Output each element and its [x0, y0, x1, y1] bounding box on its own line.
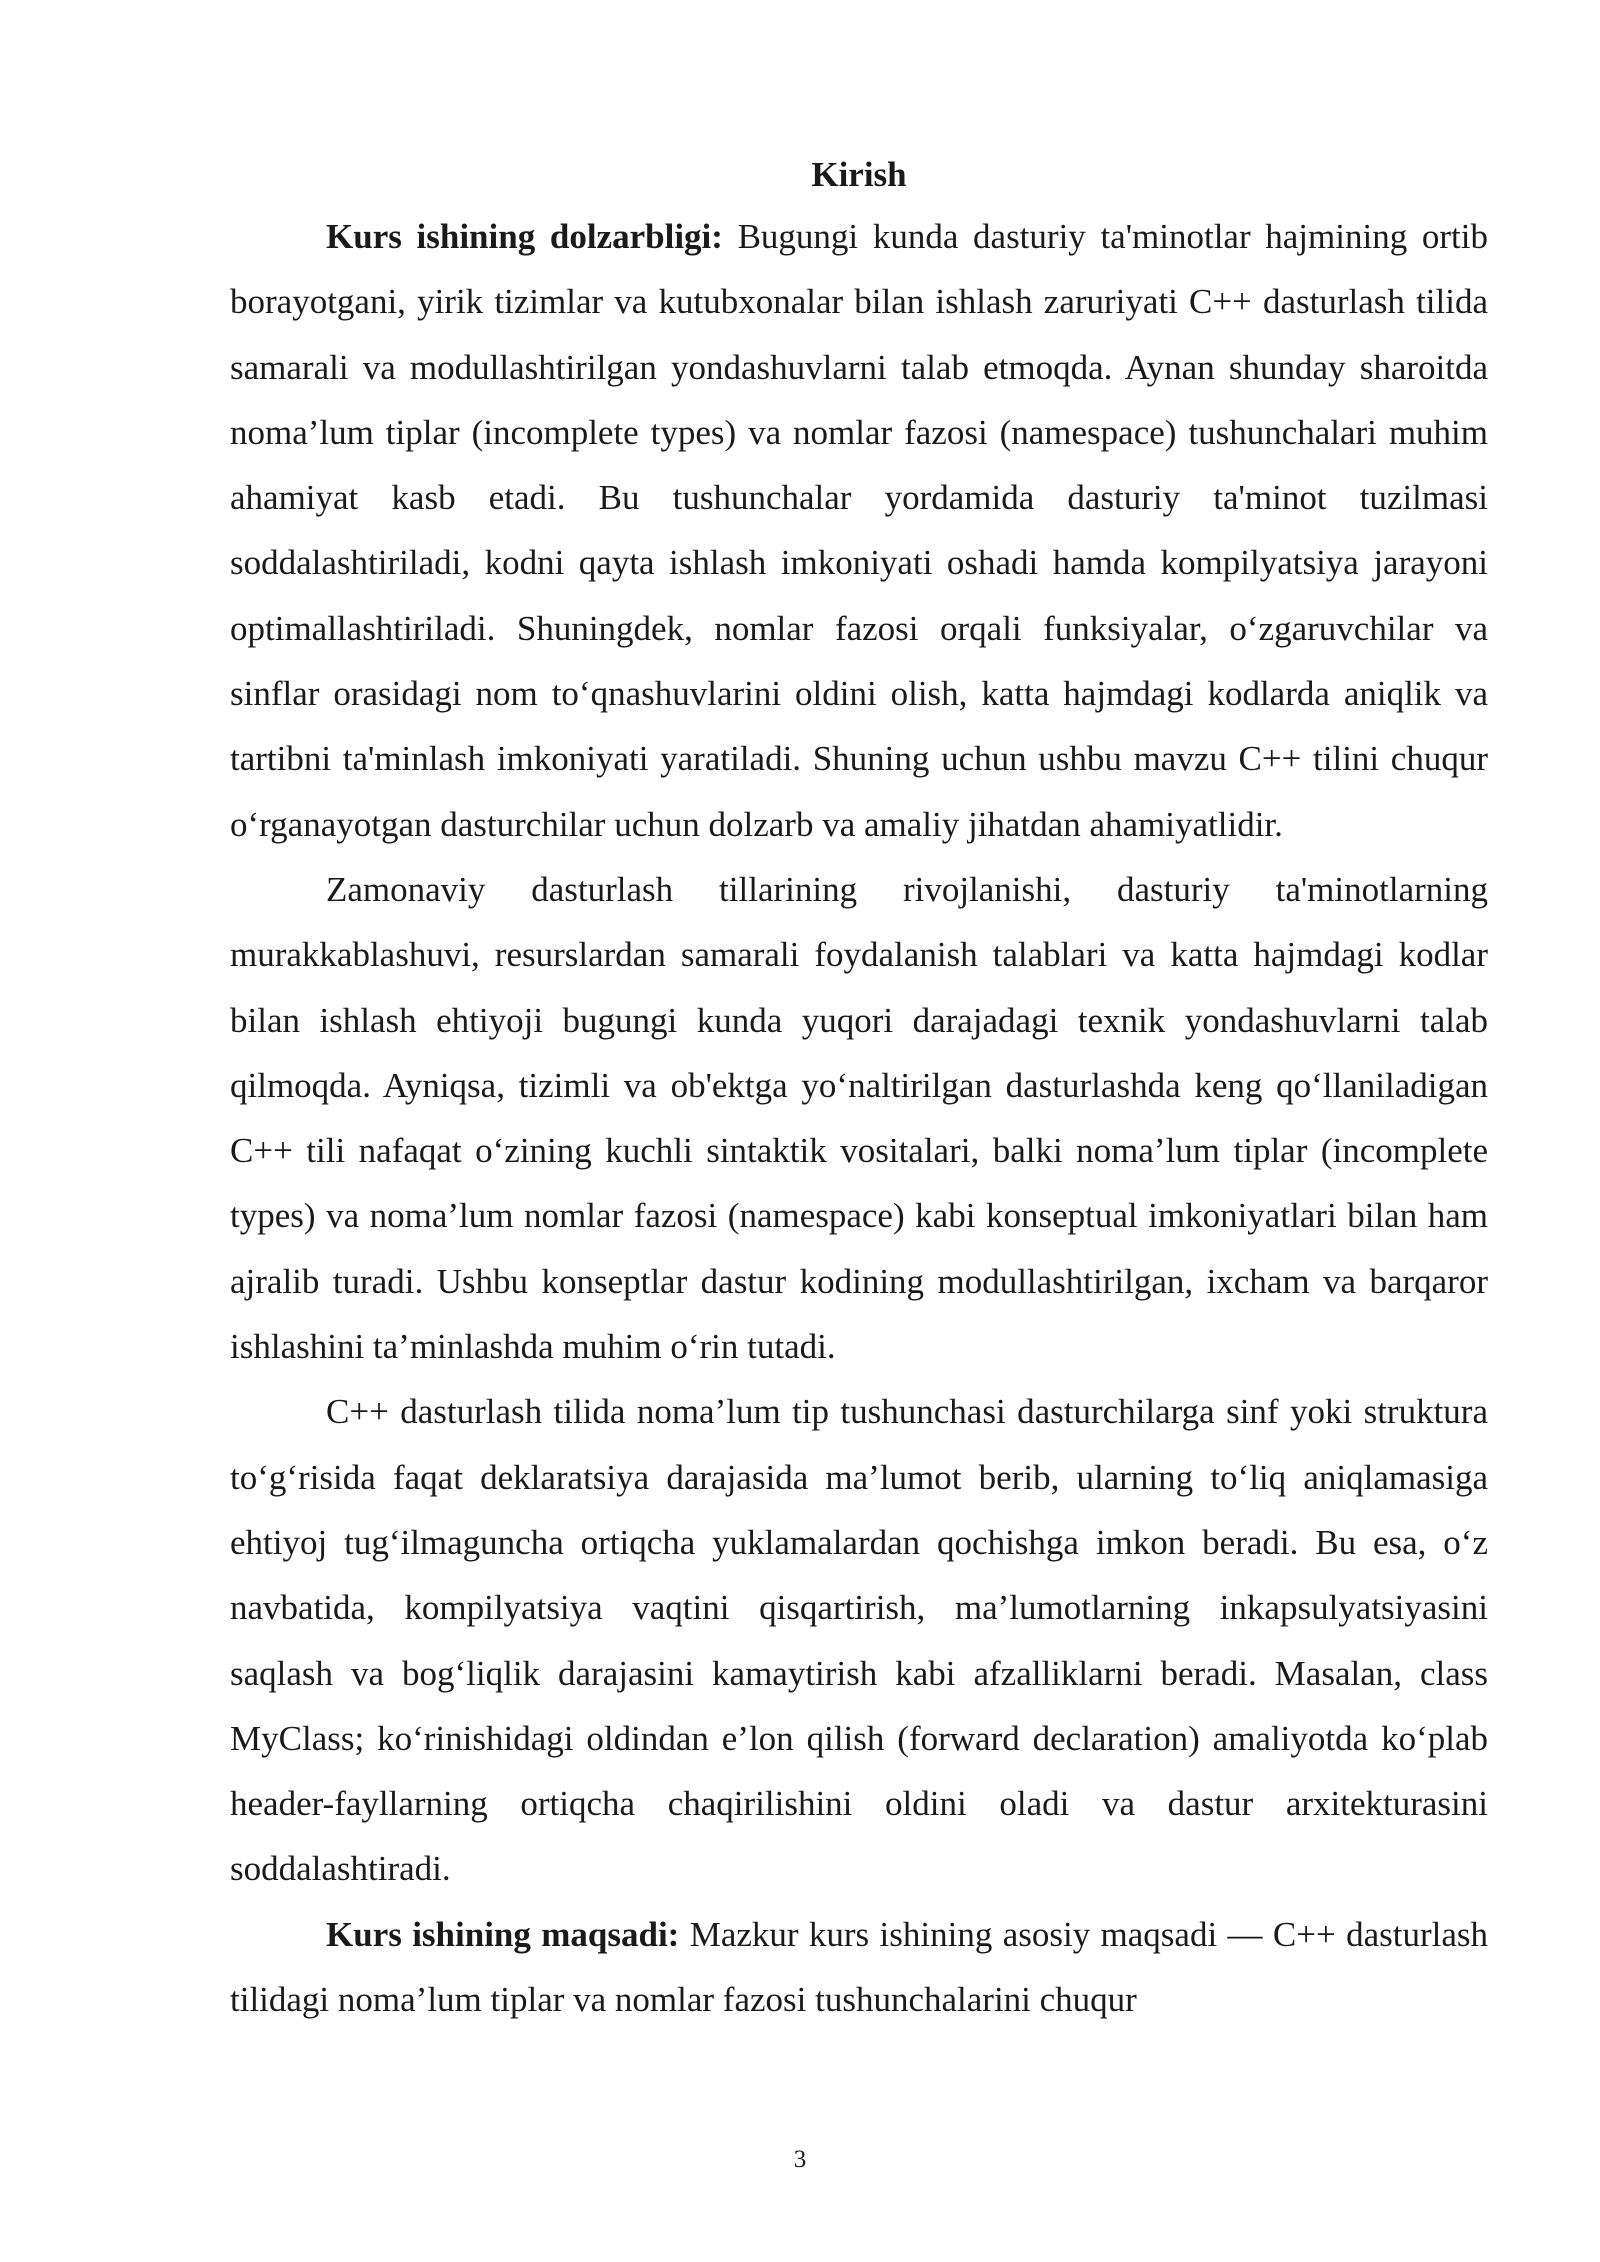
- paragraph-text-modern-languages: Zamonaviy dasturlash tillarining rivojlanishi, dasturiy ta'minotlarning murakkablashuvi, resurslardan samarali foydalanish talablari va katta hajmdagi kodlar bilan ishlash ehtiyoji bugungi kunda yuqori darajadagi texnik yondashuvlarni talab qilmoqda. Ayniqsa, tizimli va ob'ektga yo‘naltirilgan dasturlashda keng qo‘llaniladigan C++ tili nafaqat o‘zining kuchli sintaktik vositalari, balki noma’lum tiplar (incomplete types) va noma’lum nomlar fazosi (namespace) kabi konseptual imkoniyatlari bilan ham ajralib turadi. Ushbu konseptlar dastur kodining modullashtirilgan, ixcham va barqaror ishlashini ta’minlashda muhim o‘rin tutadi.: [230, 869, 1488, 1367]
- paragraph-lead-relevance: Kurs ishining dolzarbligi:: [326, 217, 723, 256]
- paragraph-lead-goal: Kurs ishining maqsadi:: [326, 1914, 680, 1954]
- paragraph-goal: [230, 1902, 1488, 2033]
- section-title: Kirish: [811, 155, 907, 194]
- paragraph-modern-languages: [230, 857, 1488, 1379]
- paragraph-text-relevance: Bugungi kunda dasturiy ta'minotlar hajmining ortib borayotgani, yirik tizimlar va kutubxonalar bilan ishlash zaruriyati C++ dasturlash tilida samarali va modullashtirilgan yondashuvlarni talab etmoqda. Aynan shunday sharoitda noma’lum tiplar (incomplete types) va nomlar fazosi (namespace) tushunchalari muhim ahamiyat kasb etadi. Bu tushunchalar yordamida dasturiy ta'minot tuzilmasi soddalashtiriladi, kodni qayta ishlash imkoniyati oshadi hamda kompilyatsiya jarayoni optimallashtiriladi. Shuningdek, nomlar fazosi orqali funksiyalar, o‘zgaruvchilar va sinflar orasidagi nom to‘qnashuvlarini oldini olish, katta hajmdagi kodlarda aniqlik va tartibni ta'minlash imkoniyati yaratiladi. Shuning uchun ushbu mavzu C++ tilini chuqur o‘rganayotgan dasturchilar uchun dolzarb va amaliy jihatdan ahamiyatlidir.: [230, 217, 1488, 844]
- paragraph-text-incomplete-types: C++ dasturlash tilida noma’lum tip tushunchasi dasturchilarga sinf yoki struktura to‘g‘risida faqat deklaratsiya darajasida ma’lumot berib, ularning to‘liq aniqlamasiga ehtiyoj tug‘ilmaguncha ortiqcha yuklamalardan qochishga imkon beradi. Bu esa, o‘z navbatida, kompilyatsiya vaqtini qisqartirish, ma’lumotlarning inkapsulyatsiyasini saqlash va bog‘liqlik darajasini kamaytirish kabi afzalliklarni beradi. Masalan, class MyClass; ko‘rinishidagi oldindan e’lon qilish (forward declaration) amaliyotda ko‘plab header-fayllarning ortiqcha chaqirilishini oldini oladi va dastur arxitekturasini soddalashtiradi.: [230, 1392, 1488, 1889]
- page-content: [230, 150, 1488, 2032]
- page-number: 3: [793, 2146, 807, 2173]
- paragraph-text-goal: Mazkur kurs ishining asosiy maqsadi — C++ dasturlash tilidagi noma’lum tiplar va nomlar fazosi tushunchalarini chuqur: [230, 1914, 1488, 2020]
- paragraph-incomplete-types: [230, 1379, 1488, 1901]
- paragraph-relevance: [230, 204, 1488, 857]
